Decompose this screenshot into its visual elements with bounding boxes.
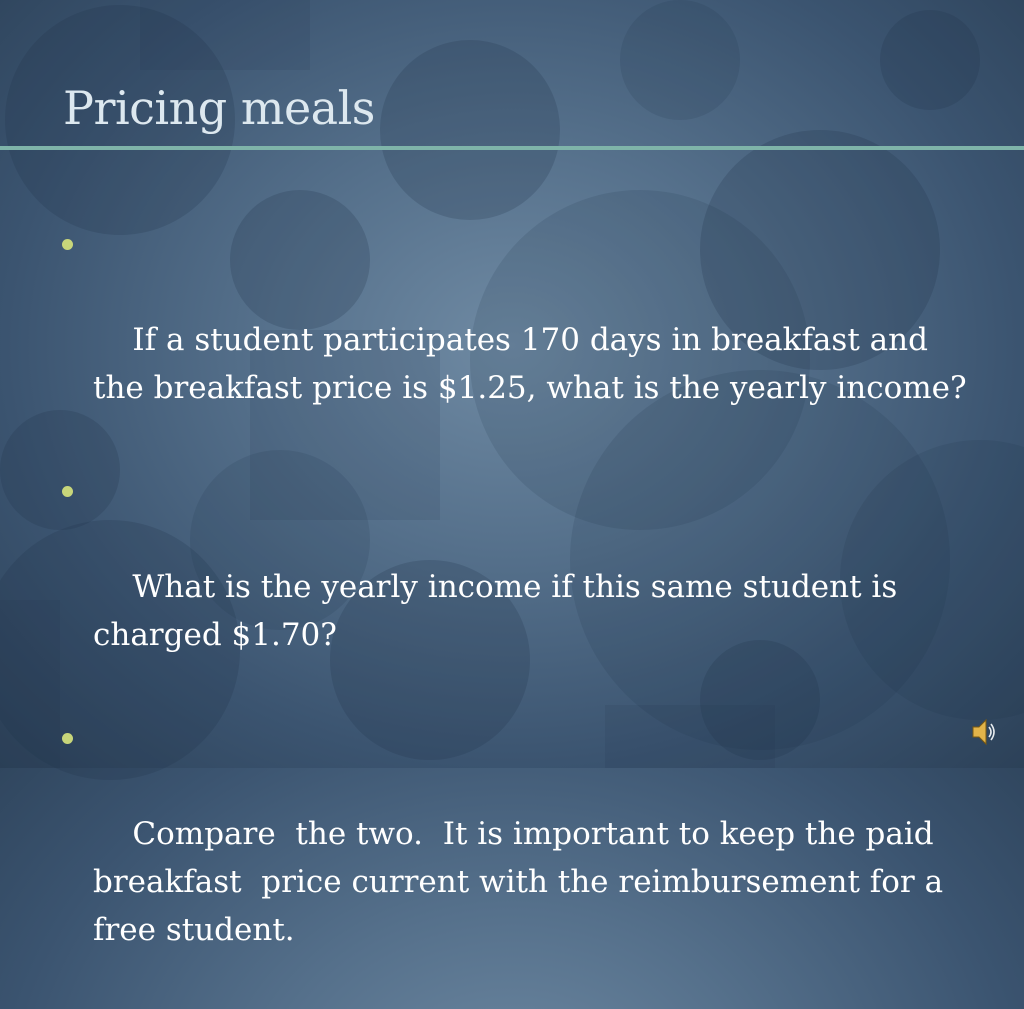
bullet-dot-icon — [62, 239, 73, 250]
bullet-dot-icon — [62, 733, 73, 744]
bullet-list — [62, 220, 972, 1009]
bullet-text: Compare the two. It is important to keep the paid breakfast price current with the reimbursement for a free student. — [93, 816, 953, 948]
bullet-item — [62, 714, 972, 1002]
bullet-text: If a student participates 170 days in breakfast and the breakfast price is $1.25, what is the yearly income? — [93, 322, 967, 406]
speaker-icon[interactable] — [970, 716, 1000, 748]
bullet-item — [62, 467, 972, 707]
slide-title: Pricing meals — [63, 81, 375, 135]
bullet-dot-icon — [62, 486, 73, 497]
title-divider — [0, 146, 1024, 150]
bullet-text: What is the yearly income if this same student is charged $1.70? — [93, 569, 908, 653]
bullet-item — [62, 220, 972, 460]
